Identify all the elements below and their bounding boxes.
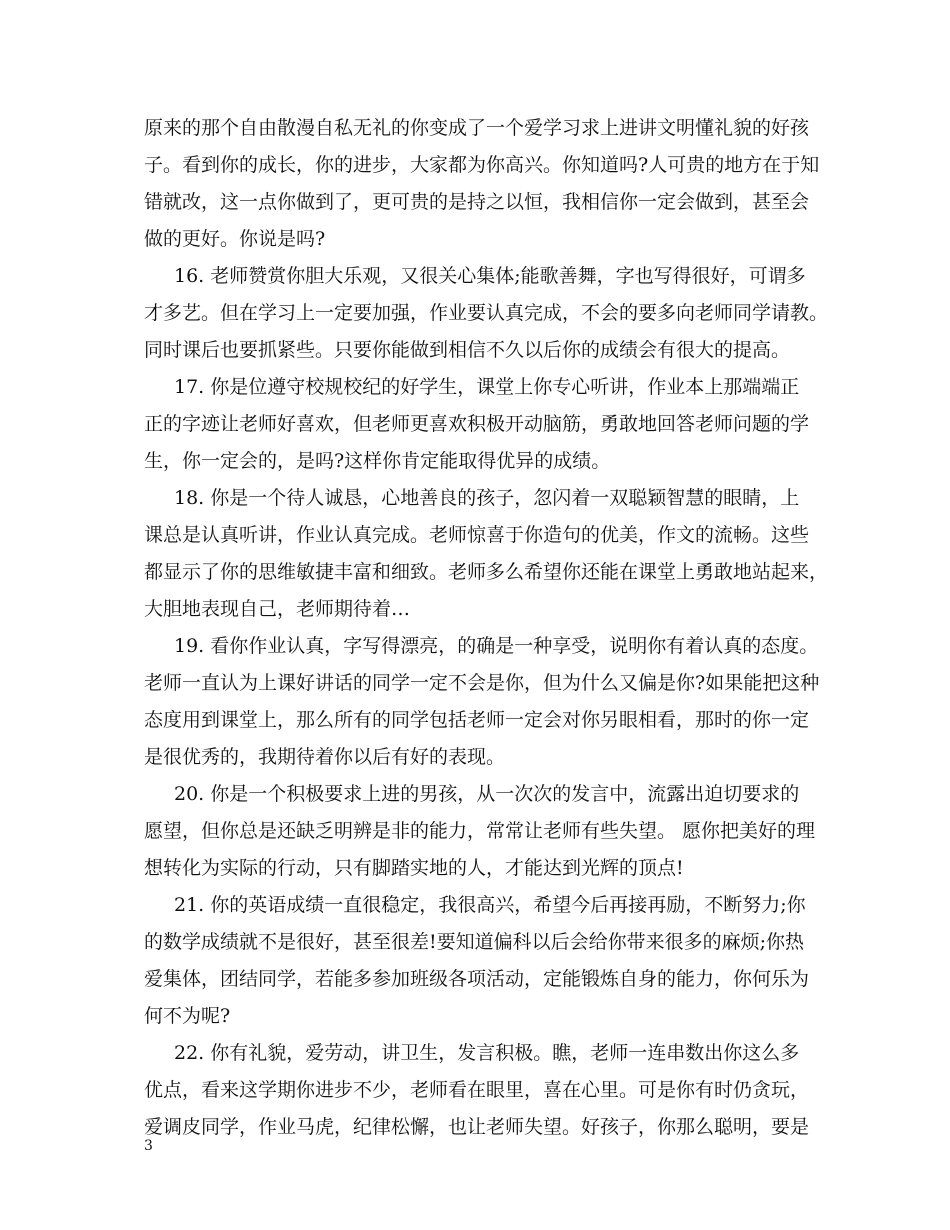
document-body — [144, 110, 829, 1146]
paragraph-line: 优点，看来这学期你进步不少，老师看在眼里，喜在心里。可是你有时仍贪玩， — [144, 1079, 810, 1101]
paragraph-first-line: 22. 你有礼貌，爱劳动，讲卫生，发言积极。瞧，老师一连串数出你这么多 — [174, 1042, 800, 1064]
paragraph-line: 大胆地表现自己，老师期待着… — [144, 598, 411, 620]
paragraph-line: 才多艺。但在学习上一定要加强，作业要认真完成，不会的要多向老师同学请教。 — [144, 302, 829, 324]
paragraph-first-line: 18. 你是一个待人诚恳，心地善良的孩子，忽闪着一双聪颖智慧的眼睛，上 — [174, 487, 800, 509]
paragraph-line: 生，你一定会的，是吗?这样你肯定能取得优异的成绩。 — [144, 450, 611, 472]
paragraph-first-line: 17. 你是位遵守校规校纪的好学生，课堂上你专心听讲，作业本上那端端正 — [174, 376, 800, 398]
paragraph-line: 同时课后也要抓紧些。只要你能做到相信不久以后你的成绩会有很大的提高。 — [144, 339, 791, 361]
paragraph-line: 老师一直认为上课好讲话的同学一定不会是你，但为什么又偏是你?如果能把这种 — [144, 672, 820, 694]
paragraph-first-line: 16. 老师赞赏你胆大乐观，又很关心集体;能歌善舞，字也写得很好，可谓多 — [174, 265, 806, 287]
paragraph-line: 原来的那个自由散漫自私无礼的你变成了一个爱学习求上进讲文明懂礼貌的好孩 — [144, 117, 810, 139]
paragraph-line: 想转化为实际的行动，只有脚踏实地的人，才能达到光辉的顶点! — [144, 857, 684, 879]
paragraph-line: 爱集体，团结同学，若能多参加班级各项活动，定能锻炼自身的能力，你何乐为 — [144, 968, 810, 990]
paragraph-line: 课总是认真听讲，作业认真完成。老师惊喜于你造句的优美，作文的流畅。这些 — [144, 524, 810, 546]
paragraph-line: 子。看到你的成长，你的进步，大家都为你高兴。你知道吗?人可贵的地方在于知 — [144, 154, 820, 176]
paragraph-line: 愿望，但你总是还缺乏明辨是非的能力，常常让老师有些失望。 愿你把美好的理 — [144, 820, 816, 842]
paragraph-first-line: 21. 你的英语成绩一直很稳定，我很高兴，希望今后再接再励，不断努力;你 — [174, 894, 806, 916]
paragraph-first-line: 19. 看你作业认真，字写得漂亮，的确是一种享受，说明你有着认真的态度。 — [174, 635, 819, 657]
paragraph-first-line: 20. 你是一个积极要求上进的男孩，从一次次的发言中，流露出迫切要求的 — [174, 783, 800, 805]
paragraph-line: 态度用到课堂上，那么所有的同学包括老师一定会对你另眼相看，那时的你一定 — [144, 709, 810, 731]
paragraph-line: 的数学成绩就不是很好，甚至很差!要知道偏科以后会给你带来很多的麻烦;你热 — [144, 931, 805, 953]
page-number: 3 — [144, 1138, 153, 1154]
paragraph-line: 爱调皮同学，作业马虎，纪律松懈，也让老师失望。好孩子，你那么聪明，要是 — [144, 1116, 810, 1138]
paragraph-line: 做的更好。你说是吗? — [144, 228, 326, 250]
paragraph-line: 正的字迹让老师好喜欢，但老师更喜欢积极开动脑筋，勇敢地回答老师问题的学 — [144, 413, 810, 435]
paragraph-line: 都显示了你的思维敏捷丰富和细致。老师多么希望你还能在课堂上勇敢地站起来， — [144, 561, 829, 583]
paragraph-line: 是很优秀的，我期待着你以后有好的表现。 — [144, 746, 506, 768]
paragraph-line: 何不为呢? — [144, 1005, 231, 1027]
paragraph-line: 错就改，这一点你做到了，更可贵的是持之以恒，我相信你一定会做到，甚至会 — [144, 191, 810, 213]
